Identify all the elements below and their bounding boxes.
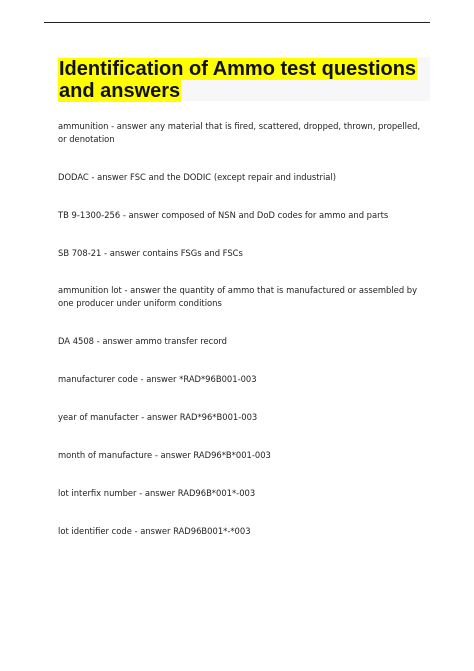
top-divider	[44, 22, 430, 23]
qa-item-lot-interfix-number: lot interfix number - answer RAD96B*001*-003	[58, 488, 256, 498]
qa-item-year-of-manufacture: year of manufacter - answer RAD*96*B001-003	[58, 412, 258, 422]
qa-item-tb-9-1300-256: TB 9-1300-256 - answer composed of NSN and DoD codes for ammo and parts	[58, 210, 389, 220]
qa-item-lot-identifier-code: lot identifier code - answer RAD96B001*-*003	[58, 526, 251, 536]
qa-item-ammunition-lot: ammunition lot - answer the quantity of ammo that is manufactured or assembled by one producer under uniform conditions	[58, 285, 418, 308]
qa-item-ammunition: ammunition - answer any material that is fired, scattered, dropped, thrown, propelled, or denotation	[58, 121, 421, 144]
qa-item-dodac: DODAC - answer FSC and the DODIC (except repair and industrial)	[58, 172, 337, 182]
qa-item-da-4508: DA 4508 - answer ammo transfer record	[58, 336, 227, 346]
qa-item-sb-708-21: SB 708-21 - answer contains FSGs and FSCs	[58, 248, 243, 258]
qa-item-manufacturer-code: manufacturer code - answer *RAD*96B001-003	[58, 374, 257, 384]
qa-item-month-of-manufacture: month of manufacture - answer RAD96*B*001-003	[58, 450, 271, 460]
document-title	[58, 58, 418, 102]
title-highlight: Identification of Ammo test questions and answers	[59, 58, 417, 102]
